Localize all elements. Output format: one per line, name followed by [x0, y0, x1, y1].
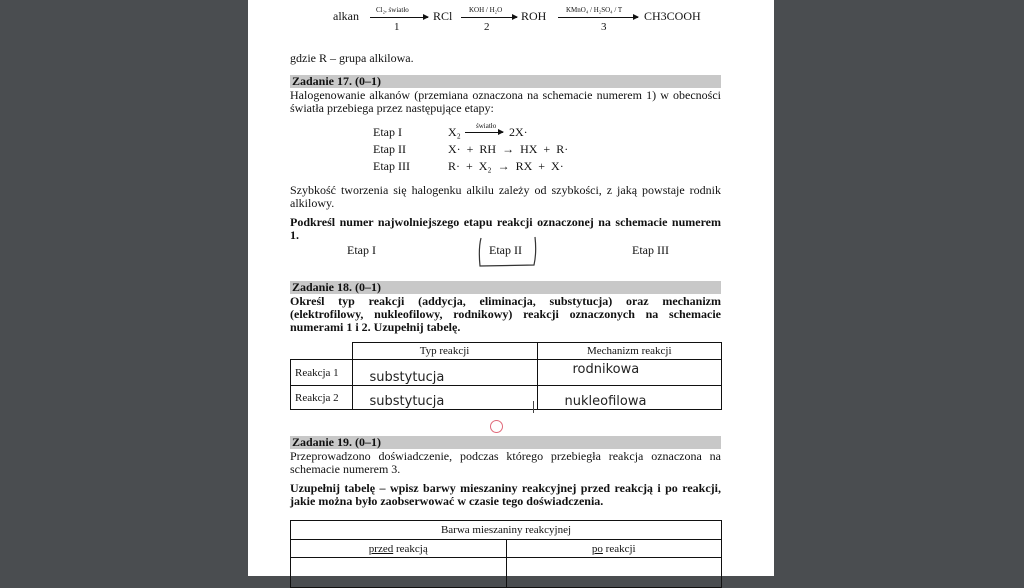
z19-col-before	[291, 540, 507, 558]
z17-header: Zadanie 17. (0–1)	[290, 75, 721, 88]
scheme-num-1: 1	[394, 21, 400, 33]
scheme-cond-2: KOH / H₂O	[469, 6, 503, 14]
scheme-cond-3: KMnO₄ / H₂SO₄ / T	[566, 6, 623, 14]
scheme-alkan: alkan	[333, 9, 359, 23]
z18-answer-typ2[interactable]: substytucja	[352, 386, 537, 410]
z18-row-reakcja1: Reakcja 1	[291, 360, 353, 386]
z18-answer-mech1[interactable]: rodnikowa	[537, 360, 722, 386]
z17-option-etap1[interactable]: Etap I	[347, 243, 376, 257]
z19-table	[290, 520, 722, 588]
z18-table	[290, 342, 722, 410]
scheme-arrow-2	[461, 17, 517, 18]
z19-answer-after[interactable]	[506, 558, 722, 588]
z17-eq1-arrow	[465, 132, 503, 133]
z18-col-mechanizm: Mechanizm reakcji	[537, 343, 722, 360]
z17-eq3: R· + X₂ → RX + X·	[448, 159, 564, 173]
z19-col-after	[506, 540, 722, 558]
handwritten-underline-mark	[474, 232, 538, 272]
text-cursor-icon	[533, 401, 534, 413]
z18-header: Zadanie 18. (0–1)	[290, 281, 721, 294]
z17-option-etap3[interactable]: Etap III	[632, 243, 669, 257]
z17-etap2-label: Etap II	[373, 142, 406, 156]
z19-header: Zadanie 19. (0–1)	[290, 436, 721, 449]
z17-etap1-label: Etap I	[373, 125, 402, 139]
z18-task: Określ typ reakcji (addycja, eliminacja, substytucja) oraz mechanizm (elektrofilowy, nukleofilowy, rodnikowy) reakcji oznaczonych na schemacie numerami 1 i 2. Uzupełnij tabelę.	[290, 294, 721, 334]
scheme-roh: ROH	[521, 9, 547, 23]
scheme-rcl: RCl	[433, 9, 453, 23]
document-page	[248, 0, 774, 576]
scheme-arrow-3	[558, 17, 638, 18]
z19-task: Uzupełnij tabelę – wpisz barwy mieszaniny reakcyjnej przed reakcją i po reakcji, jakie można było zaobserwować w czasie tego doświadczenia.	[290, 481, 721, 508]
z19-table-title: Barwa mieszaniny reakcyjnej	[291, 521, 722, 540]
z19-col-after-rest: reakcji	[602, 542, 636, 555]
z19-col-before-rest: reakcją	[393, 542, 428, 555]
z18-col-typ: Typ reakcji	[352, 343, 537, 360]
z17-etap3-label: Etap III	[373, 159, 410, 173]
z18-table-corner	[291, 343, 353, 360]
z19-answer-before[interactable]	[291, 558, 507, 588]
z17-eq1-right: 2X·	[509, 125, 528, 139]
gdzie-note: gdzie R – grupa alkilowa.	[290, 51, 414, 65]
scheme-arrow-1	[370, 17, 428, 18]
z19-col-before-underlined: przed	[368, 542, 394, 555]
z17-speed-text: Szybkość tworzenia się halogenku alkilu zależy od szybkości, z jaką powstaje rodnik alkilowy.	[290, 183, 721, 210]
scheme-cond-1: Cl₂, światło	[376, 6, 409, 14]
z17-option-etap2[interactable]: Etap II	[489, 243, 522, 257]
z17-eq1-cond: światło	[476, 122, 497, 130]
z18-row-reakcja2: Reakcja 2	[291, 386, 353, 410]
z18-answer-typ1[interactable]: substytucja	[352, 360, 537, 386]
z19-intro: Przeprowadzono doświadczenie, podczas którego przebiegła reakcja oznaczona na schemacie numerem 3.	[290, 449, 721, 476]
scheme-acid: CH3COOH	[644, 9, 701, 23]
scheme-num-3: 3	[601, 21, 607, 33]
z17-task: Podkreśl numer najwolniejszego etapu reakcji oznaczonej na schemacie numerem 1.	[290, 215, 721, 242]
scheme-num-2: 2	[484, 21, 490, 33]
z18-answer-mech2[interactable]: nukleofilowa	[537, 386, 722, 410]
z19-col-after-underlined: po	[591, 542, 603, 555]
z17-eq1-left: X₂	[448, 125, 461, 139]
z17-intro: Halogenowanie alkanów (przemiana oznaczona na schemacie numerem 1) w obecności światła przebiega przez następujące etapy:	[290, 88, 721, 115]
z17-eq2: X· + RH → HX + R·	[448, 142, 569, 156]
pointer-ring-icon	[490, 420, 503, 433]
